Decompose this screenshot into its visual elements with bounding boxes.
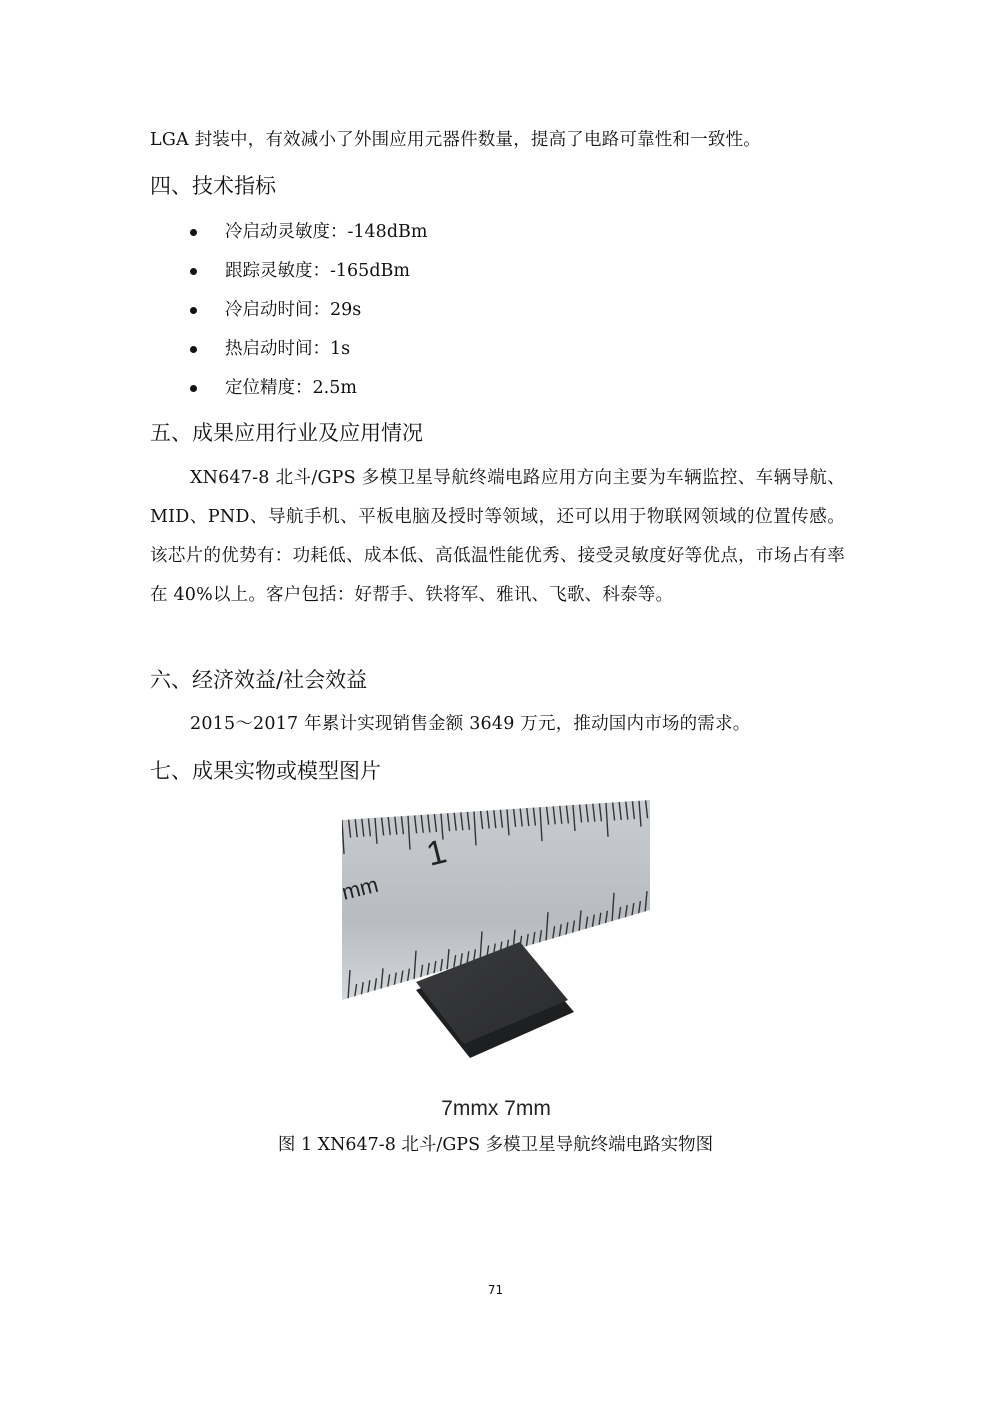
bullet-icon (190, 268, 197, 275)
spec-list (150, 213, 427, 408)
section-5-heading: 五、成果应用行业及应用情况 (150, 421, 423, 445)
chip-ruler-illustration (342, 800, 650, 1125)
page-number: 71 (487, 1283, 504, 1297)
spec-item: 冷启动时间：29s (150, 291, 427, 330)
section-6-body: 2015～2017 年累计实现销售金额 3649 万元，推动国内市场的需求。 (190, 714, 751, 734)
bullet-icon (190, 346, 197, 353)
spec-item: 跟踪灵敏度：-165dBm (150, 252, 427, 291)
section-5-body: XN647-8 北斗/GPS 多模卫星导航终端电路应用方向主要为车辆监控、车辆导航、MID、PND、导航手机、平板电脑及授时等领域，还可以用于物联网领域的位置传感。该芯片的优势有：功耗低、成本低、高低温性能优秀、接受灵敏度好等优点，市场占有率在 40%以上。客户包括：好帮手、铁将军、雅讯、飞歌、科泰等。 (150, 468, 845, 605)
bullet-icon (190, 385, 197, 392)
ruler-mark: 1 (422, 832, 451, 874)
section-6-heading: 六、经济效益/社会效益 (150, 668, 368, 692)
section-4-heading: 四、技术指标 (150, 174, 276, 198)
ruler-unit: mm (342, 871, 381, 905)
section-7-heading: 七、成果实物或模型图片 (150, 759, 381, 783)
size-label: 7mmx 7mm (441, 1097, 551, 1120)
product-photo (342, 800, 650, 1125)
figure-caption: 图 1 XN647-8 北斗/GPS 多模卫星导航终端电路实物图 (277, 1135, 714, 1155)
spec-item: 热启动时间：1s (150, 330, 427, 369)
bullet-icon (190, 307, 197, 314)
bullet-icon (190, 229, 197, 236)
spec-item: 冷启动灵敏度：-148dBm (150, 213, 427, 252)
intro-line: LGA 封装中，有效减小了外围应用元器件数量，提高了电路可靠性和一致性。 (150, 130, 761, 150)
spec-item: 定位精度：2.5m (150, 369, 427, 408)
